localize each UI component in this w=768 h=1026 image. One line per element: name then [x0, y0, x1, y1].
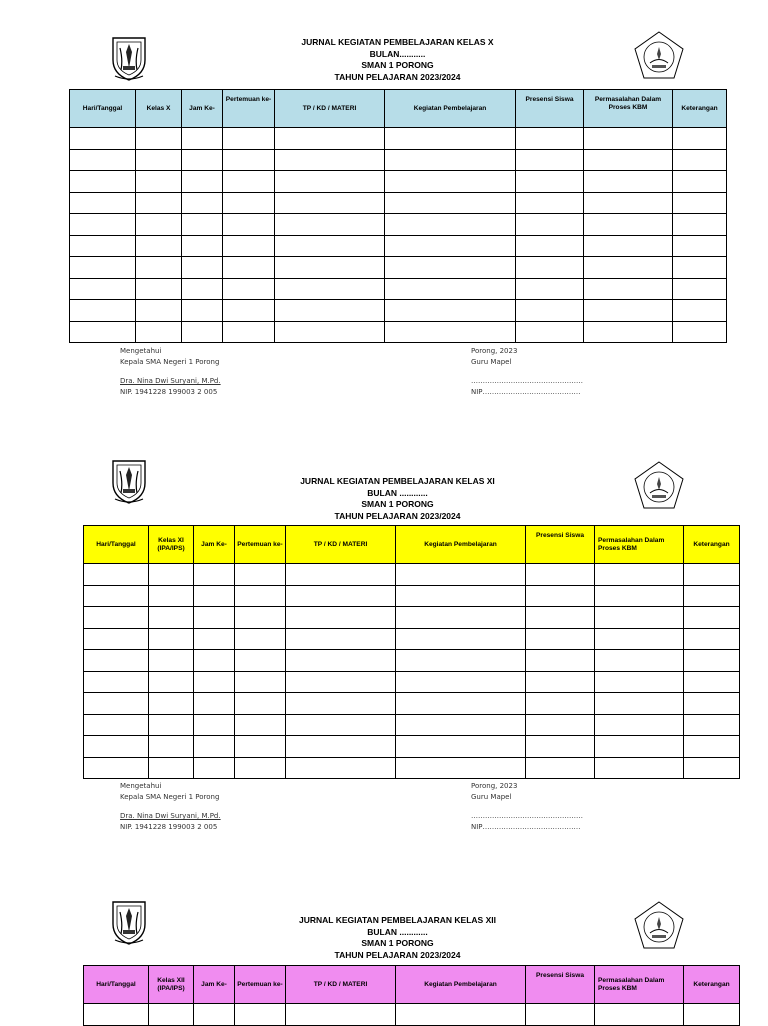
- journal-table: [69, 89, 727, 343]
- header-presensi: Presensi Siswa: [526, 526, 595, 564]
- signature-right: [471, 781, 583, 833]
- school-year: TAHUN PELAJARAN 2023/2024: [334, 71, 461, 82]
- table-row: [70, 214, 727, 236]
- table-row: [70, 235, 727, 257]
- header-hari-tanggal: Hari/Tanggal: [84, 526, 149, 564]
- guru-name-blank: …………………………………………: [471, 377, 583, 385]
- guru-mapel-label: Guru Mapel: [471, 793, 512, 801]
- school-name: SMAN 1 PORONG: [361, 60, 434, 70]
- header-presensi: Presensi Siswa: [526, 966, 595, 1004]
- header-pertemuan: Pertemuan ke-: [235, 966, 286, 1004]
- table-row: [70, 171, 727, 193]
- header-kegiatan: Kegiatan Pembelajaran: [396, 966, 526, 1004]
- school-year: TAHUN PELAJARAN 2023/2024: [334, 510, 461, 521]
- table-row: [84, 1004, 740, 1026]
- header-jam-ke: Jam Ke-: [194, 526, 235, 564]
- table-row: [70, 128, 727, 150]
- school-name: SMAN 1 PORONG: [361, 938, 434, 948]
- table-row: [84, 628, 740, 650]
- mengetahui-label: Mengetahui: [120, 782, 162, 790]
- header-permasalahan: Permasalahan Dalam Proses KBM: [595, 526, 684, 564]
- header-tp-kd-materi: TP / KD / MATERI: [286, 526, 396, 564]
- journal-month: BULAN...........: [369, 48, 426, 59]
- place-date: Porong, 2023: [471, 782, 518, 790]
- signature-left: [120, 346, 221, 398]
- header-kelas: Kelas XI (IPA/IPS): [149, 526, 194, 564]
- header-pertemuan: Pertemuan ke-: [223, 90, 275, 128]
- header-keterangan: Keterangan: [684, 526, 740, 564]
- kepala-sekolah-nip: NIP. 1941228 199003 2 005: [120, 388, 218, 396]
- mengetahui-label: Mengetahui: [120, 347, 162, 355]
- place-date: Porong, 2023: [471, 347, 518, 355]
- header-permasalahan: Permasalahan Dalam Proses KBM: [595, 966, 684, 1004]
- table-row: [84, 714, 740, 736]
- journal-month: BULAN ............: [367, 926, 428, 937]
- table-row: [84, 757, 740, 779]
- east-java-coat-of-arms-icon: [109, 34, 149, 82]
- table-row: [84, 650, 740, 672]
- journal-title: JURNAL KEGIATAN PEMBELAJARAN KELAS XI: [300, 476, 495, 486]
- header-hari-tanggal: Hari/Tanggal: [84, 966, 149, 1004]
- table-row: [84, 693, 740, 715]
- table-row: [70, 149, 727, 171]
- header-pertemuan: Pertemuan ke-: [235, 526, 286, 564]
- journal-title-block: [250, 915, 545, 961]
- table-row: [84, 671, 740, 693]
- table-row: [84, 585, 740, 607]
- journal-title: JURNAL KEGIATAN PEMBELAJARAN KELAS XII: [299, 915, 496, 925]
- guru-name-blank: …………………………………………: [471, 812, 583, 820]
- sman-1-porong-emblem-icon: [632, 460, 686, 514]
- header-kelas: Kelas XII (IPA/IPS): [149, 966, 194, 1004]
- school-year: TAHUN PELAJARAN 2023/2024: [334, 949, 461, 960]
- table-row: [84, 736, 740, 758]
- journal-month: BULAN ............: [367, 487, 428, 498]
- guru-nip-blank: NIP……………………………………: [471, 823, 581, 831]
- signature-left: [120, 781, 221, 833]
- header-keterangan: Keterangan: [684, 966, 740, 1004]
- header-jam-ke: Jam Ke-: [182, 90, 223, 128]
- header-tp-kd-materi: TP / KD / MATERI: [286, 966, 396, 1004]
- east-java-coat-of-arms-icon: [109, 457, 149, 505]
- journal-title-block: [250, 476, 545, 522]
- guru-mapel-label: Guru Mapel: [471, 358, 512, 366]
- kepala-sekolah-label: Kepala SMA Negeri 1 Porong: [120, 793, 220, 801]
- header-tp-kd-materi: TP / KD / MATERI: [275, 90, 385, 128]
- kepala-sekolah-label: Kepala SMA Negeri 1 Porong: [120, 358, 220, 366]
- header-hari-tanggal: Hari/Tanggal: [70, 90, 136, 128]
- table-row: [70, 192, 727, 214]
- header-keterangan: Keterangan: [673, 90, 727, 128]
- header-kegiatan: Kegiatan Pembelajaran: [385, 90, 516, 128]
- school-name: SMAN 1 PORONG: [361, 499, 434, 509]
- kepala-sekolah-name: Dra. Nina Dwi Suryani, M.Pd.: [120, 377, 221, 385]
- table-row: [70, 321, 727, 343]
- kepala-sekolah-name: Dra. Nina Dwi Suryani, M.Pd.: [120, 812, 221, 820]
- table-row: [84, 564, 740, 586]
- table-row: [70, 300, 727, 322]
- table-row: [70, 278, 727, 300]
- header-kelas: Kelas X: [136, 90, 182, 128]
- header-permasalahan: Permasalahan Dalam Proses KBM: [584, 90, 673, 128]
- journal-title: JURNAL KEGIATAN PEMBELAJARAN KELAS X: [301, 37, 494, 47]
- header-presensi: Presensi Siswa: [516, 90, 584, 128]
- table-row: [70, 257, 727, 279]
- sman-1-porong-emblem-icon: [632, 900, 686, 954]
- guru-nip-blank: NIP……………………………………: [471, 388, 581, 396]
- journal-title-block: [250, 37, 545, 83]
- table-row: [84, 607, 740, 629]
- journal-table: [83, 525, 740, 779]
- header-kegiatan: Kegiatan Pembelajaran: [396, 526, 526, 564]
- east-java-coat-of-arms-icon: [109, 898, 149, 946]
- signature-right: [471, 346, 583, 398]
- journal-table: [83, 965, 740, 1026]
- sman-1-porong-emblem-icon: [632, 30, 686, 84]
- kepala-sekolah-nip: NIP. 1941228 199003 2 005: [120, 823, 218, 831]
- header-jam-ke: Jam Ke-: [194, 966, 235, 1004]
